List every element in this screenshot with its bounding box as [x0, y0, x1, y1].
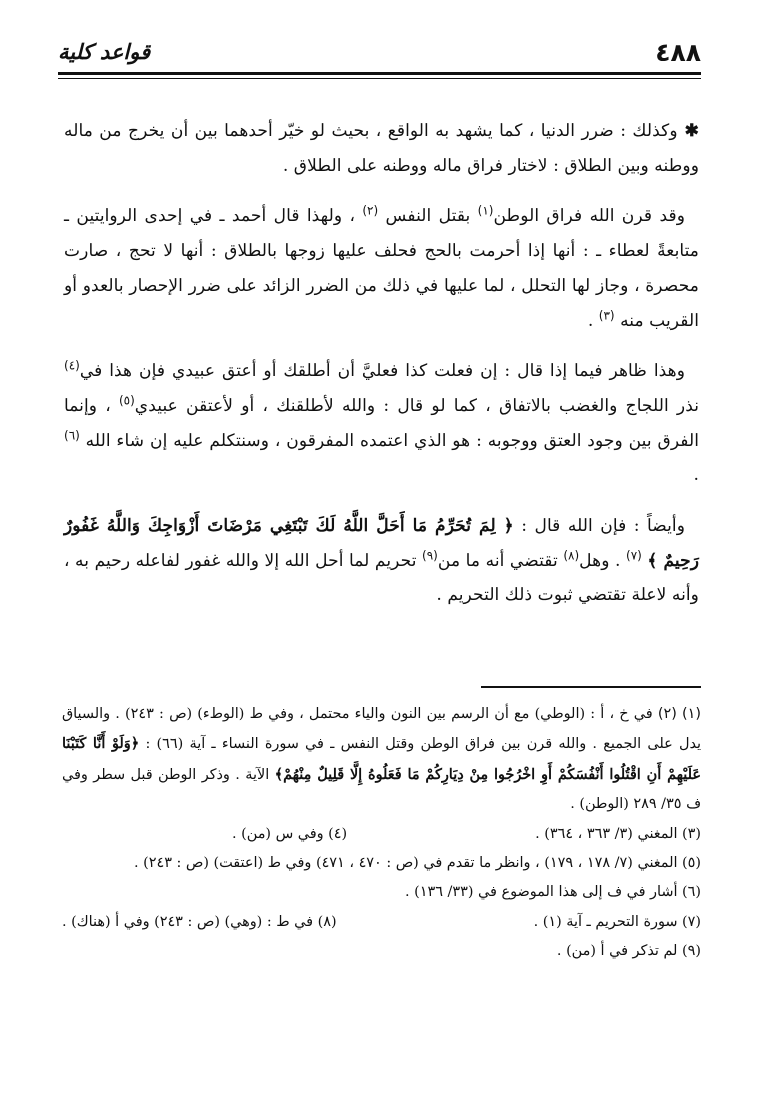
paragraph-2-part-b: بقتل النفس — [385, 206, 471, 227]
footnote-ref-8[interactable]: (٨) — [563, 548, 580, 562]
paragraph-4-part-a: وأيضاً : فإن الله قال : — [521, 516, 685, 537]
paragraph-3 — [64, 354, 699, 493]
footnote-row-7-8 — [62, 908, 701, 937]
footnote-ref-4[interactable]: (٤) — [64, 358, 80, 373]
footnote-8: (٨) في ط : (وهي) (ص : ٢٤٣) وفي أ (هناك) . — [62, 913, 337, 930]
paragraph-1-text: وكذلك : ضرر الدنيا ، كما يشهد به الواقع ، بحيث لو خيّر أحدهما بين أن يخرج من ماله ووطنه وبين الطلاق : لاختار فراق ماله ووطنه على الطلاق . — [64, 121, 699, 176]
paragraph-3-part-c: ، وإنما الفرق بين وجود العتق ووجوبه : هو الذي اعتمده المفرقون ، وسنتكلم عليه إن شاء الله — [64, 395, 700, 451]
paragraph-2-part-d: . — [587, 310, 594, 331]
footnote-ref-5[interactable]: (٥) — [118, 393, 135, 408]
footnote-9: (٩) لم تذكر في أ (من) . — [556, 943, 701, 960]
asterisk-icon: ✱ — [677, 121, 700, 141]
footnote-ref-9[interactable]: (٩) — [422, 548, 438, 562]
footnote-1-2 — [62, 700, 701, 820]
page-number: ٤٨٨ — [655, 37, 701, 67]
footnote-1-2-number: (١) (٢) — [657, 706, 702, 722]
paragraph-1 — [64, 114, 699, 183]
footnotes — [62, 700, 701, 967]
footnote-quran-verse: ﴿وَلَوْ أَنَّا كَتَبْنَا عَلَيْهِمْ أَنِ اقْتُلُوا أَنْفُسَكُمْ أَوِ اخْرُجُوا مِنْ دِيَارِكُمْ مَا فَعَلُوهُ إِلَّا قَلِيلٌ مِنْهُمْ﴾ — [62, 735, 701, 783]
footnote-1-2-tail: الآية . وذكر الوطن قبل سطر وفي ف ٣٥/ ٢٨٩ (الوطن) . — [62, 766, 701, 813]
footnote-ref-3[interactable]: (٣) — [598, 307, 615, 322]
paragraph-4 — [64, 509, 699, 613]
footnote-ref-2[interactable]: (٢) — [362, 203, 379, 218]
quran-verse: ﴿ لِمَ تُحَرِّمُ مَا أَحَلَّ اللَّهُ لَكَ تَبْتَغِي مَرْضَاتَ أَزْوَاجِكَ وَاللَّهُ غَفُورٌ رَحِيمٌ ﴾ — [64, 516, 700, 571]
paragraph-3-part-b: نذر اللجاج والغضب بالاتفاق ، كما لو قال : والله لأطلقنك ، أو لأعتقن عبيدي — [134, 395, 700, 416]
footnote-4: (٤) وفي س (من) . — [232, 825, 348, 842]
paragraph-4-part-c: تقتضي أنه ما من — [437, 550, 558, 571]
footnote-3: (٣) المغني (٣/ ٣٦٣ ، ٣٦٤) . — [535, 825, 701, 842]
header-rule-thick — [58, 72, 701, 75]
paragraph-2-part-c: ، ولهذا قال أحمد ـ في إحدى الروايتين ـ متابعةً لعطاء ـ : أنها إذا أحرمت بالحج فحلف عليها زوجها بالطلاق : أنها لا تحج ، صارت محصرة ، وجاز لها التحلل ، لما عليها في ذلك من الضرر الزائد على ضرر الإحصار بالعدو أو القريب منه — [64, 206, 699, 331]
paragraph-2-part-a: وقد قرن الله فراق الوطن — [493, 206, 685, 227]
paragraph-4-part-b: . وهل — [579, 550, 621, 571]
paragraph-3-part-a: وهذا ظاهر فيما إذا قال : إن فعلت كذا فعليَّ أن أطلقك أو أعتق عبيدي فإن هذا في — [79, 361, 685, 382]
footnote-1-2-text: في خ ، أ : (الوطي) مع أن الرسم بين النون والياء محتمل ، وفي ط (الوطء) (ص : ٢٤٣) . والسياق يدل على الجميع . والله قرن بين فراق الوطن وقتل النفس ـ في سورة النساء ـ آية (٦٦) : — [62, 706, 702, 753]
paragraph-4-part-d: تحريم لما أحل الله إلا والله غفور لفاعله رحيم به ، وأنه لاعلة تقتضي ثبوت ذلك التحريم . — [64, 550, 699, 606]
main-text — [64, 114, 699, 629]
footnote-ref-7[interactable]: (٧) — [626, 548, 642, 562]
paragraph-2 — [64, 199, 699, 338]
footnote-6: (٦) أشار في ف إلى هذا الموضوع في (٣٣/ ١٣٦) . — [404, 884, 701, 901]
footnote-separator — [481, 686, 701, 688]
paragraph-3-part-d: . — [693, 465, 699, 486]
footnote-5: (٥) المغني (٧/ ١٧٨ ، ١٧٩) ، وانظر ما تقدم في (ص : ٤٧٠ ، ٤٧١) وفي ط (اعتقت) (ص : ٢٤٣) . — [133, 855, 701, 872]
footnote-row-3-4 — [62, 820, 701, 849]
footnote-ref-6[interactable]: (٦) — [64, 427, 80, 442]
running-title: قواعد كلية — [58, 40, 151, 64]
running-header — [58, 34, 701, 70]
footnote-ref-1[interactable]: (١) — [477, 203, 494, 218]
footnote-7: (٧) سورة التحريم ـ آية (١) . — [533, 913, 701, 930]
header-rule-thin — [58, 78, 701, 79]
